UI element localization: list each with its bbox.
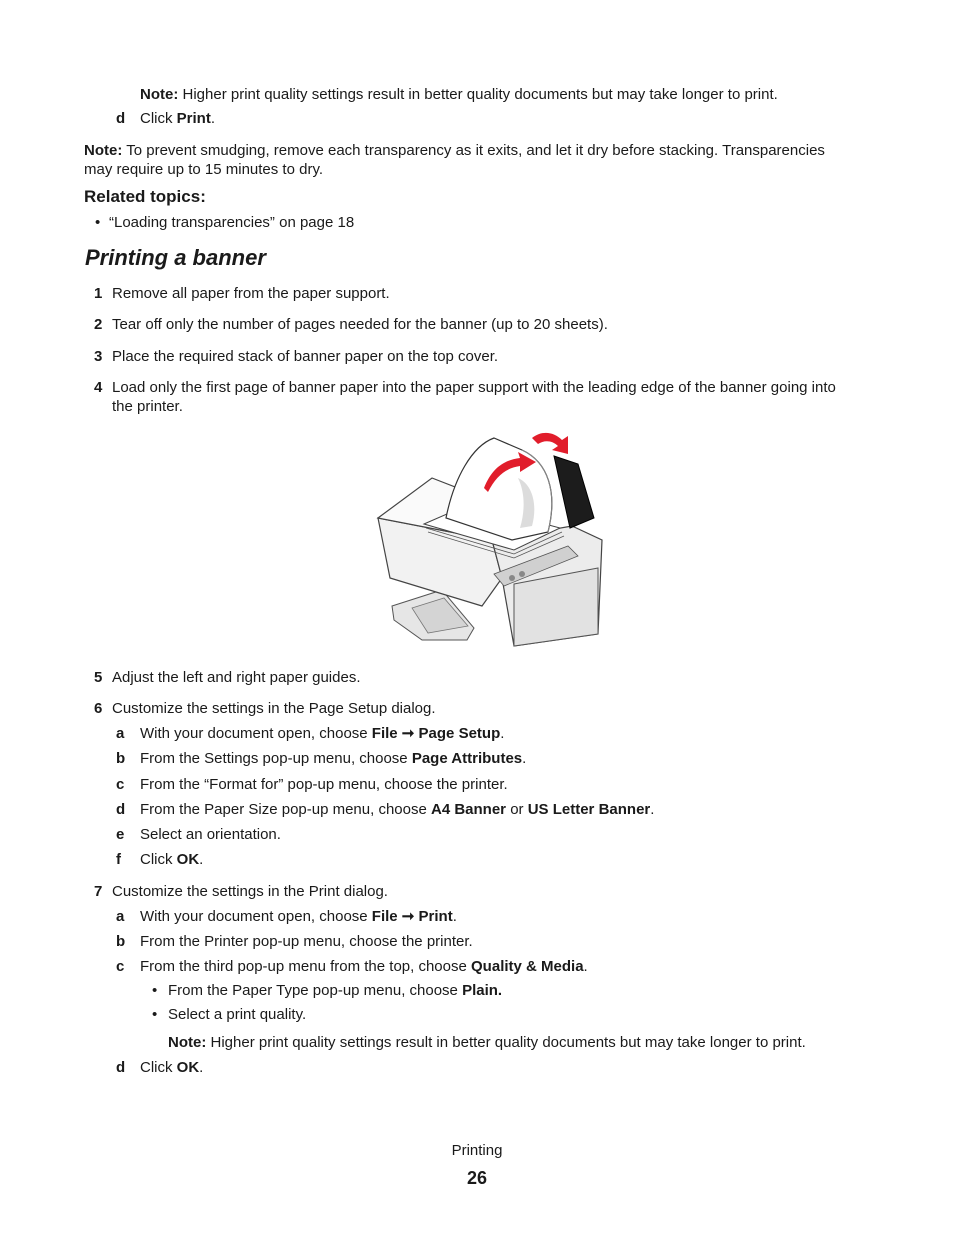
step-7c-bullet-1: • From the Paper Type pop-up menu, choose Plain. (152, 982, 503, 999)
printer-banner-illustration (372, 428, 608, 654)
step-6a: a With your document open, choose File ➞ Page Setup. (116, 725, 505, 742)
step-6d: d From the Paper Size pop-up menu, choose A4 Banner or US Letter Banner. (116, 801, 655, 818)
step-6b: b From the Settings pop-up menu, choose Page Attributes. (116, 750, 527, 767)
step-d-click-print: d Click Print. (116, 110, 216, 127)
arrow-icon: ➞ (397, 908, 419, 925)
bullet-icon: • (95, 214, 101, 231)
step-6f: f Click OK. (116, 851, 204, 868)
step-7a: a With your document open, choose File ➞ Print. (116, 908, 457, 925)
note-print-quality: Note: Higher print quality settings result in better quality documents but may take longer to print. (140, 86, 778, 103)
related-topic-item[interactable]: • “Loading transparencies” on page 18 (95, 214, 355, 231)
related-topics-heading: Related topics: (84, 187, 206, 206)
arrow-icon: ➞ (397, 725, 419, 742)
step-1: 1 Remove all paper from the paper support. (94, 285, 390, 302)
footer-section: Printing (451, 1142, 503, 1159)
step-2: 2 Tear off only the number of pages needed for the banner (up to 20 sheets). (94, 316, 608, 333)
step-5: 5 Adjust the left and right paper guides. (94, 669, 361, 686)
step-7d: d Click OK. (116, 1059, 204, 1076)
bullet-icon: • (152, 1006, 158, 1023)
note-print-quality-2: Note: Higher print quality settings result in better quality documents but may take longer to print. (168, 1034, 806, 1051)
step-6e: e Select an orientation. (116, 826, 281, 843)
step-7: 7 Customize the settings in the Print dialog. (94, 883, 388, 900)
step-3: 3 Place the required stack of banner paper on the top cover. (94, 348, 499, 365)
note-smudging-cont: may require up to 15 minutes to dry. (84, 161, 324, 178)
step-7b: b From the Printer pop-up menu, choose the printer. (116, 933, 473, 950)
bullet-icon: • (152, 982, 158, 999)
step-4-cont: the printer. (112, 398, 183, 415)
step-6: 6 Customize the settings in the Page Setup dialog. (94, 700, 436, 717)
note-smudging: Note: To prevent smudging, remove each transparency as it exits, and let it dry before stacking. Transparencies (84, 142, 825, 159)
page-number: 26 (466, 1168, 488, 1188)
step-7c: c From the third pop-up menu from the top, choose Quality & Media. (116, 958, 588, 975)
step-4: 4 Load only the first page of banner paper into the paper support with the leading edge of the banner going into (94, 379, 836, 396)
step-6c: c From the “Format for” pop-up menu, choose the printer. (116, 776, 508, 793)
step-7c-bullet-2: • Select a print quality. (152, 1006, 307, 1023)
section-title: Printing a banner (85, 245, 266, 270)
